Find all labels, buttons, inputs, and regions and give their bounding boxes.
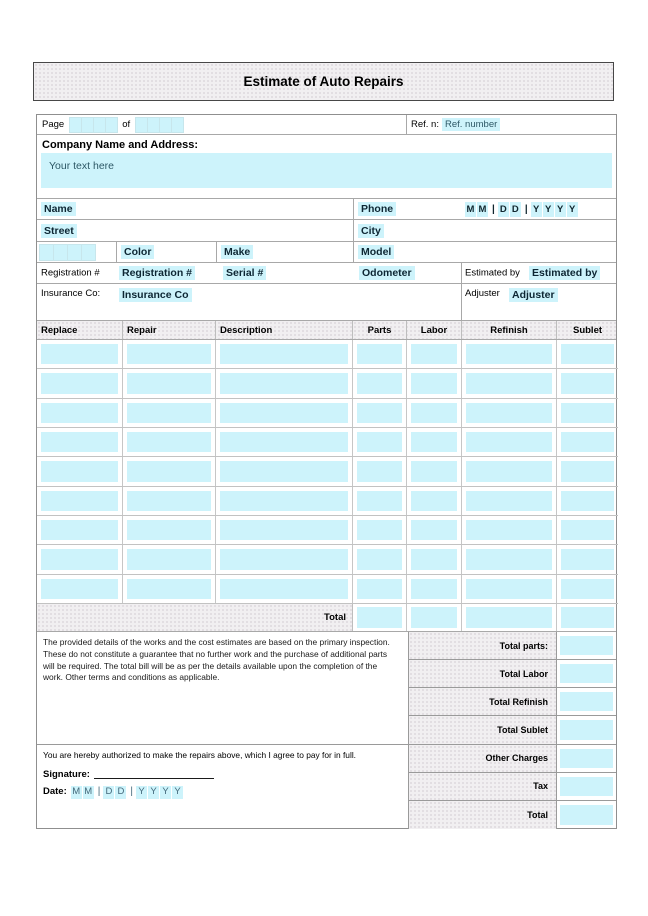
table-cell bbox=[353, 399, 407, 427]
color-make-model-row bbox=[37, 242, 616, 263]
table-row bbox=[37, 575, 618, 604]
table-cell bbox=[37, 369, 123, 397]
date-char-cell[interactable]: Y bbox=[531, 202, 542, 217]
insurance-field[interactable]: Insurance Co bbox=[119, 288, 192, 302]
table-cell bbox=[557, 457, 618, 485]
divider bbox=[461, 284, 462, 320]
totals-row bbox=[409, 632, 616, 660]
totals-input[interactable] bbox=[560, 749, 613, 768]
date-separator: | bbox=[97, 786, 101, 798]
date-char-cell[interactable]: M bbox=[84, 786, 93, 798]
table-row bbox=[37, 340, 618, 369]
cell-input[interactable] bbox=[41, 403, 118, 423]
cell-input[interactable] bbox=[561, 549, 614, 569]
phone-cell bbox=[353, 199, 461, 219]
company-section bbox=[37, 135, 616, 199]
page-of-label: of bbox=[122, 119, 131, 130]
total-cell bbox=[407, 604, 462, 631]
cell-input[interactable] bbox=[411, 432, 457, 452]
authorization-block bbox=[37, 745, 408, 829]
odometer-field[interactable]: Odometer bbox=[359, 266, 415, 280]
page-total-cell[interactable] bbox=[171, 117, 184, 133]
date-char-cell[interactable]: Y bbox=[567, 202, 578, 217]
cell-input[interactable] bbox=[41, 373, 118, 393]
total-cell-input[interactable] bbox=[561, 607, 614, 628]
table-cell bbox=[557, 428, 618, 456]
table-row bbox=[37, 457, 618, 486]
totals-label: Total bbox=[409, 801, 556, 829]
table-row bbox=[37, 399, 618, 428]
table-cell bbox=[462, 575, 557, 603]
date-label: Date: bbox=[43, 786, 67, 798]
totals-box-cell bbox=[556, 745, 616, 772]
date-char-cell[interactable]: M bbox=[466, 203, 475, 215]
company-address-field[interactable]: Your text here bbox=[41, 153, 612, 188]
date-char-cell[interactable]: Y bbox=[555, 202, 566, 217]
date-cell bbox=[461, 199, 616, 219]
table-row bbox=[37, 516, 618, 545]
signature-label: Signature: bbox=[43, 768, 90, 780]
cell-input[interactable] bbox=[127, 344, 211, 364]
cell-input[interactable] bbox=[220, 491, 348, 511]
estimated-by-field[interactable]: Estimated by bbox=[529, 266, 600, 280]
column-header-repair: Repair bbox=[123, 321, 216, 339]
table-cell bbox=[37, 487, 123, 515]
date-char-cell[interactable]: D bbox=[498, 202, 509, 217]
column-header-replace: Replace bbox=[37, 321, 123, 339]
table-cell bbox=[462, 369, 557, 397]
table-cell bbox=[407, 428, 462, 456]
cell-input[interactable] bbox=[357, 403, 402, 423]
cell-input[interactable] bbox=[220, 344, 348, 364]
table-cell bbox=[462, 516, 557, 544]
date-char-cell[interactable]: D bbox=[115, 786, 126, 799]
total-cell bbox=[557, 604, 618, 631]
table-cell bbox=[37, 340, 123, 368]
table-cell bbox=[557, 487, 618, 515]
table-cell bbox=[123, 340, 216, 368]
cell-input[interactable] bbox=[357, 549, 402, 569]
name-phone-row bbox=[37, 199, 616, 220]
totals-label: Total Labor bbox=[409, 660, 556, 687]
cell-input[interactable] bbox=[466, 520, 552, 540]
table-cell bbox=[557, 545, 618, 573]
cell-input[interactable] bbox=[466, 344, 552, 364]
cell-input[interactable] bbox=[41, 344, 118, 364]
cell-input[interactable] bbox=[357, 461, 402, 481]
table-cell bbox=[353, 545, 407, 573]
table-cell bbox=[216, 545, 353, 573]
page-ref-row bbox=[37, 115, 616, 135]
table-cell bbox=[216, 516, 353, 544]
table-cell bbox=[353, 428, 407, 456]
cell-input[interactable] bbox=[561, 373, 614, 393]
cell-input[interactable] bbox=[411, 491, 457, 511]
table-cell bbox=[37, 516, 123, 544]
date-format-cells[interactable] bbox=[465, 202, 579, 217]
totals-column bbox=[409, 632, 616, 829]
cell-input[interactable] bbox=[561, 520, 614, 540]
date-char-cell[interactable]: Y bbox=[543, 202, 554, 217]
cell-input[interactable] bbox=[411, 520, 457, 540]
table-cell bbox=[407, 545, 462, 573]
date-char-cell[interactable]: Y bbox=[160, 786, 171, 799]
cell-input[interactable] bbox=[411, 403, 457, 423]
totals-row bbox=[409, 773, 616, 801]
page-number-cell[interactable] bbox=[105, 117, 118, 133]
table-cell bbox=[462, 457, 557, 485]
cell-input[interactable] bbox=[466, 549, 552, 569]
divider bbox=[461, 263, 462, 283]
table-row bbox=[37, 487, 618, 516]
table-cell bbox=[123, 457, 216, 485]
page-number-section bbox=[37, 117, 406, 133]
cell-input[interactable] bbox=[41, 491, 118, 511]
cell-input[interactable] bbox=[41, 579, 118, 599]
ref-label: Ref. n: bbox=[411, 119, 439, 130]
table-cell bbox=[123, 575, 216, 603]
signature-row bbox=[43, 768, 396, 781]
cell-input[interactable] bbox=[466, 373, 552, 393]
date-char-cell[interactable]: Y bbox=[136, 786, 147, 799]
cell-input[interactable] bbox=[466, 491, 552, 511]
table-cell bbox=[353, 487, 407, 515]
vehicle-color-cell[interactable] bbox=[81, 244, 96, 261]
totals-row bbox=[409, 688, 616, 716]
totals-box-cell bbox=[556, 660, 616, 687]
vehicle-color-cells[interactable] bbox=[37, 242, 116, 262]
table-cell bbox=[216, 487, 353, 515]
adjuster-label: Adjuster bbox=[465, 288, 500, 299]
table-cell bbox=[407, 516, 462, 544]
cell-input[interactable] bbox=[41, 520, 118, 540]
table-cell bbox=[123, 369, 216, 397]
page-total-cells bbox=[135, 117, 183, 133]
table-cell bbox=[123, 545, 216, 573]
cell-input[interactable] bbox=[411, 373, 457, 393]
table-cell bbox=[462, 545, 557, 573]
signature-line[interactable] bbox=[94, 769, 214, 779]
totals-box-cell bbox=[556, 688, 616, 715]
cell-input[interactable] bbox=[220, 373, 348, 393]
totals-input[interactable] bbox=[560, 664, 613, 683]
totals-label: Total parts: bbox=[409, 632, 556, 659]
cell-input[interactable] bbox=[41, 461, 118, 481]
terms-text: The provided details of the works and the cost estimates are based on the primary inspection. These do not constitute a guarantee that no further work and the purchase of additional parts will be required. The total bill will be as per the details available upon the completion of the work. Other terms and conditions as applicable. bbox=[37, 632, 408, 745]
cell-input[interactable] bbox=[561, 579, 614, 599]
table-cell bbox=[37, 575, 123, 603]
cell-input[interactable] bbox=[127, 373, 211, 393]
serial-field[interactable]: Serial # bbox=[223, 266, 266, 280]
table-cell bbox=[462, 428, 557, 456]
column-header-sublet: Sublet bbox=[572, 324, 603, 336]
total-cell bbox=[462, 604, 557, 631]
date-separator: | bbox=[130, 786, 133, 798]
form-title-box bbox=[33, 62, 614, 101]
totals-box-cell bbox=[556, 801, 616, 829]
table-cell bbox=[557, 369, 618, 397]
totals-label: Total Refinish bbox=[409, 688, 556, 715]
table-cell bbox=[407, 457, 462, 485]
ref-number-field[interactable]: Ref. number bbox=[442, 118, 500, 131]
date-char-cell[interactable]: M bbox=[478, 203, 487, 215]
table-cell bbox=[123, 516, 216, 544]
table-cell bbox=[407, 487, 462, 515]
signature-date-cells[interactable] bbox=[71, 785, 184, 799]
date-char-cell[interactable]: Y bbox=[172, 786, 183, 799]
color-field[interactable]: Color bbox=[121, 245, 154, 259]
date-char-cell[interactable]: Y bbox=[148, 786, 159, 799]
table-cell bbox=[353, 575, 407, 603]
table-total-row bbox=[37, 604, 616, 632]
totals-input[interactable] bbox=[560, 692, 613, 711]
table-cell bbox=[37, 545, 123, 573]
cell-input[interactable] bbox=[411, 549, 457, 569]
totals-input[interactable] bbox=[560, 720, 613, 739]
street-field[interactable]: Street bbox=[41, 224, 77, 238]
totals-row bbox=[409, 660, 616, 688]
model-field[interactable]: Model bbox=[358, 245, 394, 259]
cell-input[interactable] bbox=[411, 461, 457, 481]
table-cell bbox=[557, 516, 618, 544]
totals-input[interactable] bbox=[560, 636, 613, 655]
totals-box-cell bbox=[556, 632, 616, 659]
cell-input[interactable] bbox=[466, 461, 552, 481]
name-field[interactable]: Name bbox=[41, 202, 76, 216]
cell-input[interactable] bbox=[411, 579, 457, 599]
table-total-label: Total bbox=[324, 612, 346, 623]
page-title: Estimate of Auto Repairs bbox=[243, 74, 404, 89]
cell-input[interactable] bbox=[561, 461, 614, 481]
table-cell bbox=[216, 428, 353, 456]
column-header-parts: Parts bbox=[353, 321, 407, 339]
totals-label: Total Sublet bbox=[409, 716, 556, 743]
table-cell bbox=[407, 369, 462, 397]
cell-input[interactable] bbox=[466, 403, 552, 423]
totals-row bbox=[409, 801, 616, 829]
cell-input[interactable] bbox=[561, 403, 614, 423]
table-cell bbox=[407, 399, 462, 427]
cell-input[interactable] bbox=[357, 520, 402, 540]
cell-input[interactable] bbox=[357, 432, 402, 452]
table-cell bbox=[353, 369, 407, 397]
date-char-cell[interactable]: D bbox=[510, 202, 521, 217]
company-label: Company Name and Address: bbox=[42, 139, 199, 151]
estimated-by-label: Estimated by bbox=[465, 267, 520, 279]
registration-row bbox=[37, 263, 616, 284]
date-char-cell[interactable]: D bbox=[103, 786, 114, 799]
table-cell bbox=[216, 457, 353, 485]
cell-input[interactable] bbox=[561, 432, 614, 452]
cell-input[interactable] bbox=[127, 403, 211, 423]
total-cell-input[interactable] bbox=[357, 607, 402, 628]
table-row bbox=[37, 369, 618, 398]
table-row bbox=[37, 545, 618, 574]
insurance-row bbox=[37, 284, 616, 321]
cell-input[interactable] bbox=[127, 491, 211, 511]
table-cell bbox=[216, 369, 353, 397]
cell-input[interactable] bbox=[127, 549, 211, 569]
totals-box-cell bbox=[556, 716, 616, 743]
make-cell bbox=[216, 242, 353, 262]
table-cell bbox=[216, 340, 353, 368]
table-cell bbox=[216, 575, 353, 603]
cell-input[interactable] bbox=[127, 461, 211, 481]
authorization-text: You are hereby authorized to make the repairs above, which I agree to pay for in full. bbox=[43, 750, 357, 760]
repair-table-body bbox=[37, 340, 616, 604]
table-cell bbox=[216, 399, 353, 427]
repair-table-header bbox=[37, 321, 616, 340]
total-cell-input[interactable] bbox=[411, 607, 457, 628]
street-cell bbox=[37, 220, 353, 241]
cell-input[interactable] bbox=[220, 579, 348, 599]
adjuster-field[interactable]: Adjuster bbox=[509, 288, 558, 302]
date-separator: | bbox=[492, 203, 495, 215]
cell-input[interactable] bbox=[357, 373, 402, 393]
total-cell bbox=[353, 604, 407, 631]
totals-label: Tax bbox=[409, 773, 556, 800]
bottom-left-column bbox=[37, 632, 409, 829]
cell-input[interactable] bbox=[220, 549, 348, 569]
city-field[interactable]: City bbox=[358, 224, 384, 238]
column-header-refinish: Refinish bbox=[462, 321, 557, 339]
column-header-description: Description bbox=[216, 321, 353, 339]
vehicle-color-cell[interactable] bbox=[53, 244, 68, 261]
date-separator: | bbox=[524, 203, 528, 215]
make-field[interactable]: Make bbox=[221, 245, 253, 259]
totals-row bbox=[409, 716, 616, 744]
table-cell bbox=[462, 399, 557, 427]
registration-label: Registration # bbox=[41, 267, 100, 279]
cell-input[interactable] bbox=[220, 403, 348, 423]
totals-row bbox=[409, 745, 616, 773]
table-cell bbox=[407, 340, 462, 368]
page-label: Page bbox=[42, 119, 65, 130]
estimate-form bbox=[36, 114, 617, 829]
vehicle-color-cell[interactable] bbox=[39, 244, 54, 261]
totals-input[interactable] bbox=[560, 805, 613, 825]
cell-input[interactable] bbox=[357, 344, 402, 364]
cell-input[interactable] bbox=[411, 344, 457, 364]
cell-input[interactable] bbox=[220, 520, 348, 540]
table-cell bbox=[557, 575, 618, 603]
total-cell-input[interactable] bbox=[466, 607, 552, 628]
color-cell bbox=[116, 242, 216, 262]
vehicle-color-cell[interactable] bbox=[67, 244, 82, 261]
cell-input[interactable] bbox=[41, 432, 118, 452]
cell-input[interactable] bbox=[127, 520, 211, 540]
insurance-label: Insurance Co: bbox=[41, 288, 101, 299]
table-cell bbox=[37, 428, 123, 456]
bottom-section bbox=[37, 632, 616, 829]
registration-field[interactable]: Registration # bbox=[119, 266, 195, 280]
table-cell bbox=[37, 457, 123, 485]
totals-input[interactable] bbox=[560, 777, 613, 796]
column-header-labor: Labor bbox=[407, 321, 462, 339]
cell-input[interactable] bbox=[466, 579, 552, 599]
table-cell bbox=[557, 399, 618, 427]
table-cell bbox=[37, 399, 123, 427]
table-total-label-cell bbox=[37, 604, 353, 631]
cell-input[interactable] bbox=[466, 432, 552, 452]
date-char-cell[interactable]: M bbox=[72, 786, 81, 798]
table-cell bbox=[462, 340, 557, 368]
table-cell bbox=[123, 428, 216, 456]
model-cell bbox=[353, 242, 616, 262]
cell-input[interactable] bbox=[220, 461, 348, 481]
cell-input[interactable] bbox=[561, 491, 614, 511]
page-number-cells bbox=[69, 117, 117, 133]
phone-field[interactable]: Phone bbox=[358, 202, 396, 216]
date-row bbox=[43, 785, 396, 799]
cell-input[interactable] bbox=[357, 579, 402, 599]
street-city-row bbox=[37, 220, 616, 242]
table-cell bbox=[353, 516, 407, 544]
table-row bbox=[37, 428, 618, 457]
name-cell bbox=[37, 199, 353, 219]
table-cell bbox=[353, 340, 407, 368]
cell-input[interactable] bbox=[357, 491, 402, 511]
cell-input[interactable] bbox=[561, 344, 614, 364]
table-cell bbox=[353, 457, 407, 485]
totals-box-cell bbox=[556, 773, 616, 800]
table-cell bbox=[123, 399, 216, 427]
cell-input[interactable] bbox=[127, 579, 211, 599]
table-cell bbox=[557, 340, 618, 368]
cell-input[interactable] bbox=[220, 432, 348, 452]
totals-label: Other Charges bbox=[409, 745, 556, 772]
cell-input[interactable] bbox=[41, 549, 118, 569]
table-cell bbox=[462, 487, 557, 515]
table-cell bbox=[407, 575, 462, 603]
cell-input[interactable] bbox=[127, 432, 211, 452]
city-cell bbox=[353, 220, 616, 241]
ref-number-section bbox=[406, 115, 616, 134]
table-cell bbox=[123, 487, 216, 515]
